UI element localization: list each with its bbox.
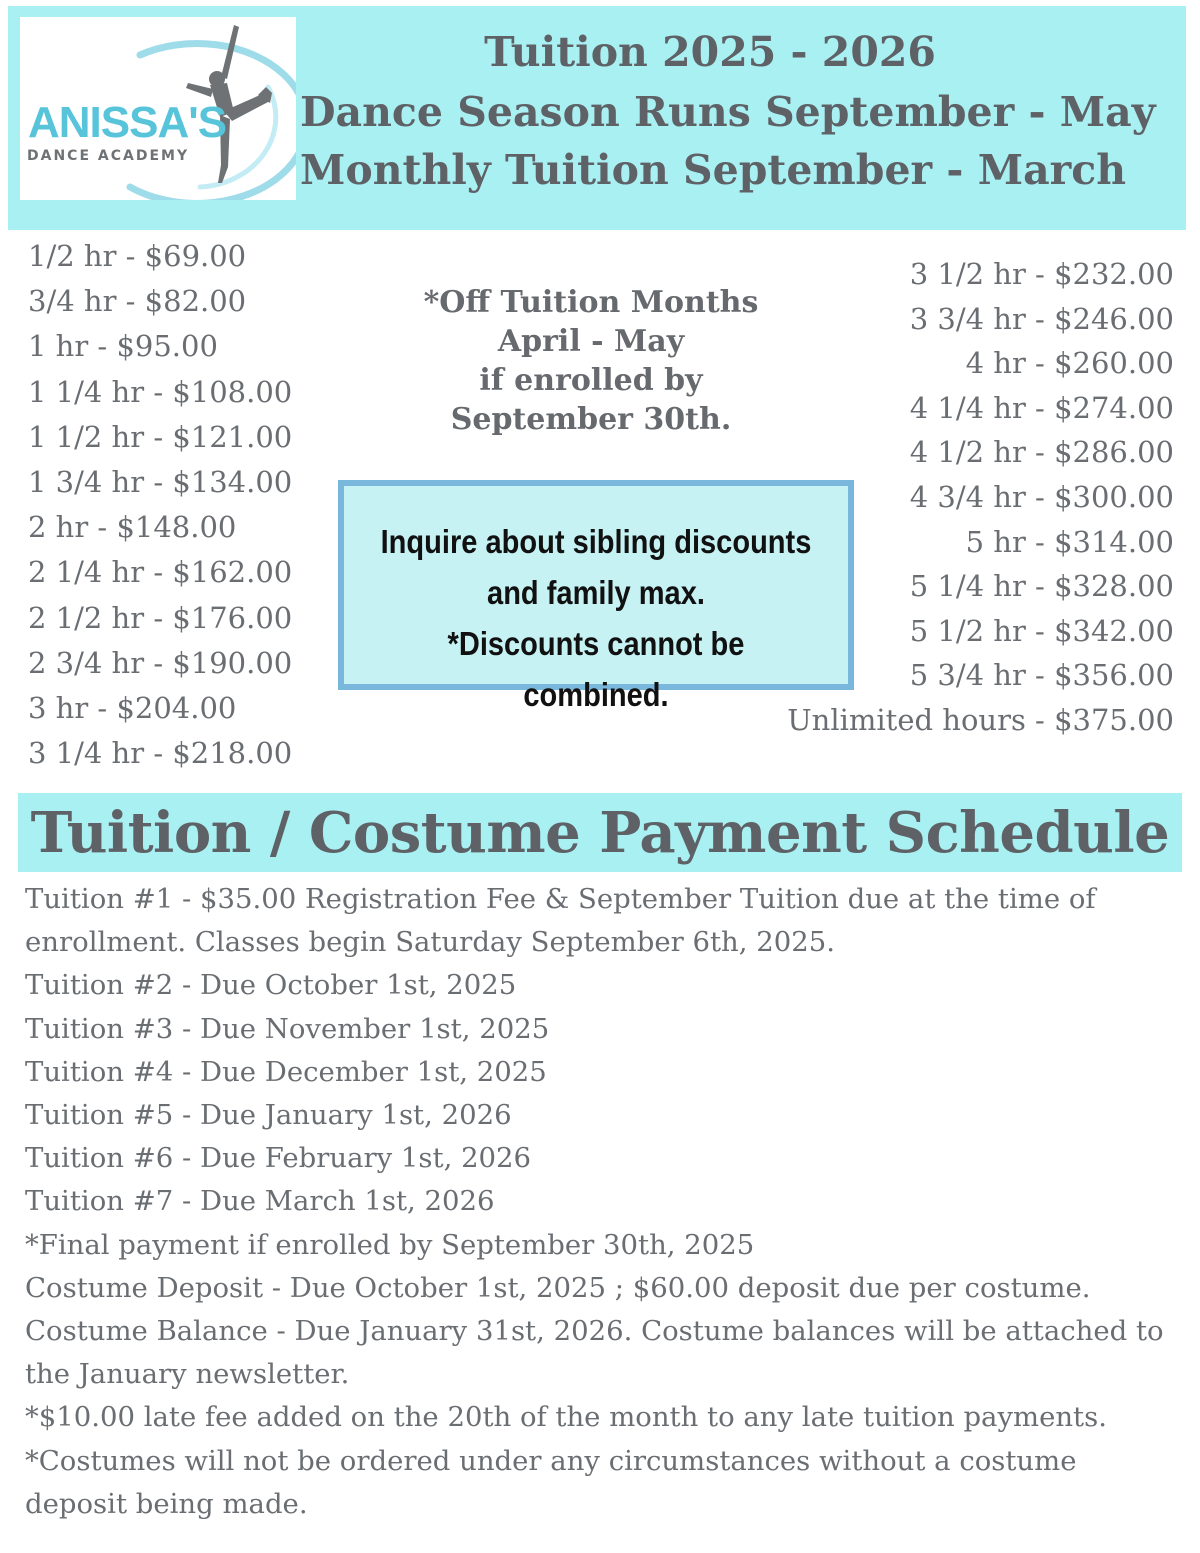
- schedule-title: Tuition / Costume Payment Schedule: [30, 800, 1170, 866]
- price-item: 3 1/2 hr - $232.00: [909, 257, 1174, 291]
- discount-line: *Discounts cannot be combined.: [447, 625, 745, 713]
- discount-line: and family max.: [487, 574, 705, 611]
- schedule-item: *Costumes will not be ordered under any circumstances without a costume deposit being made.: [25, 1444, 1077, 1520]
- header-monthly: Monthly Tuition September - March: [300, 146, 1127, 194]
- header-season: Dance Season Runs September - May: [300, 88, 1156, 136]
- price-item: 5 hr - $314.00: [965, 524, 1174, 559]
- schedule-item: Tuition #5 - Due January 1st, 2026: [25, 1099, 512, 1132]
- price-item: 2 hr - $148.00: [28, 510, 237, 545]
- logo-name: ANISSA'S: [28, 98, 227, 147]
- price-item: 5 1/4 hr - $328.00: [909, 569, 1174, 604]
- price-item: 1 hr - $95.00: [28, 329, 218, 364]
- schedule-item: Tuition #7 - Due March 1st, 2026: [25, 1185, 495, 1218]
- price-item: 1 3/4 hr - $134.00: [28, 465, 293, 500]
- price-item: 3/4 hr - $82.00: [28, 284, 247, 319]
- price-item: 4 1/4 hr - $274.00: [909, 390, 1174, 425]
- schedule-item: Tuition #3 - Due November 1st, 2025: [25, 1012, 550, 1045]
- off-note-line: *Off Tuition Months: [423, 285, 759, 320]
- off-note-line: April - May: [497, 324, 685, 359]
- off-note-line: if enrolled by: [479, 363, 703, 398]
- schedule-item: Tuition #6 - Due February 1st, 2026: [25, 1142, 532, 1175]
- price-item: 3 1/4 hr - $218.00: [28, 736, 293, 771]
- price-item: 2 1/4 hr - $162.00: [28, 555, 293, 590]
- academy-logo: [20, 17, 296, 200]
- price-item: 2 1/2 hr - $176.00: [28, 600, 293, 635]
- schedule-item: Tuition #4 - Due December 1st, 2025: [25, 1055, 547, 1088]
- price-item: 4 hr - $260.00: [965, 346, 1174, 381]
- price-item: 5 3/4 hr - $356.00: [909, 658, 1174, 693]
- schedule-item: Costume Balance - Due January 31st, 2026. Costume balances will be attached to the January newsletter.: [25, 1315, 1164, 1391]
- price-item: 4 1/2 hr - $286.00: [909, 435, 1174, 470]
- discount-callout: [338, 480, 854, 713]
- price-item: 1 1/2 hr - $121.00: [28, 419, 293, 454]
- schedule-banner: [18, 793, 1182, 872]
- off-note-line: September 30th.: [450, 402, 732, 437]
- price-item: 3 hr - $204.00: [28, 691, 237, 726]
- payment-schedule: [25, 878, 1185, 1526]
- schedule-item: Tuition #1 - $35.00 Registration Fee & September Tuition due at the time of enrollment. Classes begin Saturday September 6th, 2025.: [25, 883, 1096, 959]
- schedule-item: *$10.00 late fee added on the 20th of the month to any late tuition payments.: [25, 1401, 1107, 1434]
- logo-subtitle: DANCE ACADEMY: [27, 148, 190, 164]
- schedule-item: Costume Deposit - Due October 1st, 2025 ; $60.00 deposit due per costume.: [25, 1271, 1091, 1304]
- price-item: 2 3/4 hr - $190.00: [28, 645, 293, 680]
- price-item: 1 1/4 hr - $108.00: [28, 374, 293, 409]
- price-item: 1/2 hr - $69.00: [28, 239, 247, 273]
- header-title: Tuition 2025 - 2026: [484, 28, 936, 76]
- price-item: 5 1/2 hr - $342.00: [909, 613, 1174, 648]
- price-item: Unlimited hours - $375.00: [787, 702, 1174, 737]
- schedule-item: *Final payment if enrolled by September 30th, 2025: [25, 1228, 755, 1261]
- discount-line: Inquire about sibling discounts: [380, 523, 812, 560]
- schedule-item: Tuition #2 - Due October 1st, 2025: [25, 969, 517, 1002]
- off-tuition-note: [370, 283, 812, 439]
- price-item: 4 3/4 hr - $300.00: [909, 479, 1174, 514]
- price-item: 3 3/4 hr - $246.00: [909, 301, 1174, 336]
- price-list-left: [28, 234, 292, 776]
